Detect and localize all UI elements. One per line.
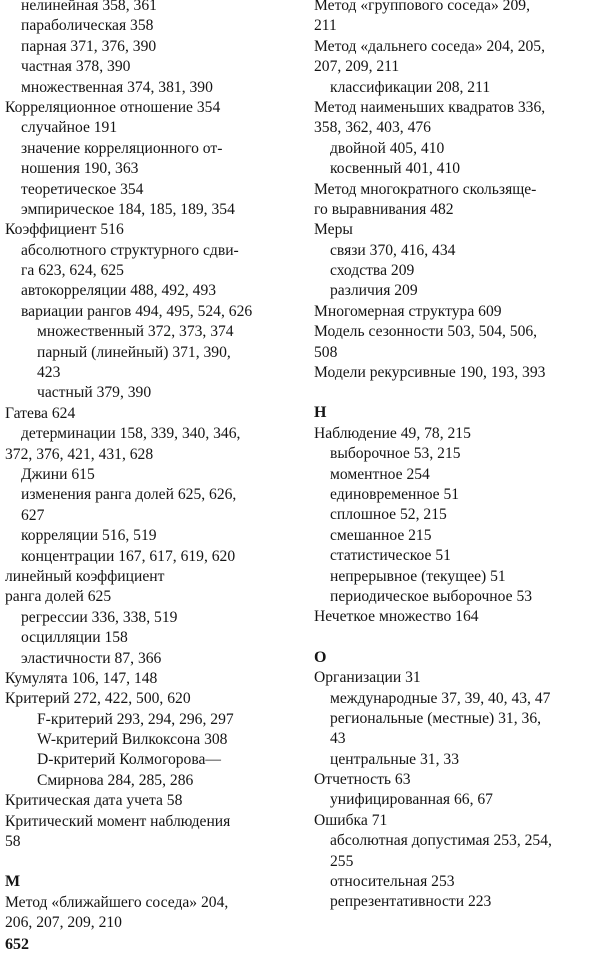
index-subentry: частный 379, 390 bbox=[37, 384, 152, 402]
index-subentry: Смирнова 284, 285, 286 bbox=[37, 771, 194, 789]
index-entry: 207, 209, 211 bbox=[314, 58, 400, 76]
section-letter: М bbox=[5, 873, 21, 891]
index-entry: 372, 376, 421, 431, 628 bbox=[5, 445, 154, 463]
index-subentry: параболическая 358 bbox=[21, 17, 154, 35]
index-subentry: абсолютного структурного сдви- bbox=[21, 241, 239, 259]
index-subentry: классификации 208, 211 bbox=[330, 78, 491, 96]
index-subentry: центральные 31, 33 bbox=[330, 750, 459, 768]
index-entry: Модели рекурсивные 190, 193, 393 bbox=[314, 364, 546, 382]
index-subentry: унифицированная 66, 67 bbox=[330, 791, 493, 809]
section-gap bbox=[314, 628, 600, 648]
index-column-right bbox=[314, 0, 600, 913]
index-entry: Коэффициент 516 bbox=[5, 221, 124, 239]
index-subentry: единовременное 51 bbox=[330, 485, 460, 503]
index-subentry: осцилляции 158 bbox=[21, 629, 128, 647]
index-subentry: регрессии 336, 338, 519 bbox=[21, 608, 178, 626]
index-subentry: сходства 209 bbox=[330, 262, 415, 280]
index-entry: Критерий 272, 422, 500, 620 bbox=[5, 690, 191, 708]
page-number: 652 bbox=[5, 936, 29, 953]
index-entry: 211 bbox=[314, 17, 337, 35]
index-subentry: Джини 615 bbox=[21, 465, 95, 483]
index-entry: Критический момент наблюдения bbox=[5, 812, 231, 830]
index-entry: Критическая дата учета 58 bbox=[5, 792, 183, 810]
index-subentry: косвенный 401, 410 bbox=[330, 160, 461, 178]
index-subentry: относительная 253 bbox=[330, 873, 455, 891]
index-entry: Метод наименьших квадратов 336, bbox=[314, 98, 546, 116]
index-entry: Метод «группового соседа» 209, bbox=[314, 0, 530, 14]
index-entry: 206, 207, 209, 210 bbox=[5, 914, 122, 932]
index-subentry: двойной 405, 410 bbox=[330, 139, 445, 157]
index-subentry: корреляции 516, 519 bbox=[21, 527, 157, 545]
index-entry: Ошибка 71 bbox=[314, 811, 388, 829]
index-subentry: парная 371, 376, 390 bbox=[21, 37, 157, 55]
index-entry: Нечеткое множество 164 bbox=[314, 608, 479, 626]
index-subentry: 423 bbox=[37, 364, 61, 382]
index-entry: Наблюдение 49, 78, 215 bbox=[314, 424, 471, 442]
index-entry: Меры bbox=[314, 221, 353, 239]
index-entry: Корреляционное отношение 354 bbox=[5, 98, 221, 116]
index-subentry: связи 370, 416, 434 bbox=[330, 241, 456, 259]
index-subentry: значение корреляционного от- bbox=[21, 139, 223, 157]
index-subentry: смешанное 215 bbox=[330, 526, 432, 544]
index-entry: 508 bbox=[314, 343, 338, 361]
index-subentry: сплошное 52, 215 bbox=[330, 506, 447, 524]
index-entry: Организации 31 bbox=[314, 669, 421, 687]
index-subentry: концентрации 167, 617, 619, 620 bbox=[21, 547, 236, 565]
index-subentry: абсолютная допустимая 253, 254, bbox=[330, 832, 552, 850]
index-column-left bbox=[5, 0, 295, 934]
section-gap bbox=[314, 383, 600, 403]
index-subentry: моментное 254 bbox=[330, 465, 430, 483]
index-subentry: парный (линейный) 371, 390, bbox=[37, 343, 231, 361]
index-subentry: W-критерий Вилкоксона 308 bbox=[37, 731, 228, 749]
index-entry: го выравнивания 482 bbox=[314, 200, 454, 218]
index-subentry: нелинейная 358, 361 bbox=[21, 0, 157, 14]
index-subentry: изменения ранга долей 625, 626, bbox=[21, 486, 237, 504]
index-entry: Метод многократного скользяще- bbox=[314, 180, 537, 198]
section-letter: О bbox=[314, 648, 327, 666]
section-gap bbox=[5, 852, 295, 872]
index-subentry: га 623, 624, 625 bbox=[21, 262, 124, 280]
index-subentry: международные 37, 39, 40, 43, 47 bbox=[330, 689, 551, 707]
section-letter: Н bbox=[314, 404, 327, 422]
index-subentry: региональные (местные) 31, 36, bbox=[330, 709, 542, 727]
index-subentry: частная 378, 390 bbox=[21, 58, 131, 76]
index-entry: Модель сезонности 503, 504, 506, bbox=[314, 323, 538, 341]
index-subentry: 627 bbox=[21, 506, 45, 524]
index-entry: 58 bbox=[5, 833, 21, 851]
index-entry: линейный коэффициент bbox=[5, 567, 165, 585]
index-subentry: детерминации 158, 339, 340, 346, bbox=[21, 425, 241, 443]
index-subentry: F-критерий 293, 294, 296, 297 bbox=[37, 710, 234, 728]
index-entry: Отчетность 63 bbox=[314, 771, 411, 789]
index-entry: Метод «ближайшего соседа» 204, bbox=[5, 893, 229, 911]
index-subentry: теоретическое 354 bbox=[21, 180, 144, 198]
index-subentry: статистическое 51 bbox=[330, 547, 451, 565]
index-subentry: множественный 372, 373, 374 bbox=[37, 323, 234, 341]
index-subentry: эмпирическое 184, 185, 189, 354 bbox=[21, 200, 235, 218]
index-subentry: вариации рангов 494, 495, 524, 626 bbox=[21, 302, 253, 320]
index-entry: Метод «дальнего соседа» 204, 205, bbox=[314, 37, 545, 55]
index-entry: Кумулята 106, 147, 148 bbox=[5, 669, 158, 687]
index-subentry: множественная 374, 381, 390 bbox=[21, 78, 213, 96]
index-entry: Многомерная структура 609 bbox=[314, 302, 502, 320]
index-subentry: случайное 191 bbox=[21, 119, 118, 137]
index-entry: 358, 362, 403, 476 bbox=[314, 119, 431, 137]
index-subentry: различия 209 bbox=[330, 282, 418, 300]
index-subentry: эластичности 87, 366 bbox=[21, 649, 162, 667]
index-subentry: непрерывное (текущее) 51 bbox=[330, 567, 506, 585]
index-subentry: ношения 190, 363 bbox=[21, 160, 139, 178]
index-subentry: периодическое выборочное 53 bbox=[330, 587, 533, 605]
index-subentry: 255 bbox=[330, 852, 354, 870]
index-subentry: D-критерий Колмогорова— bbox=[37, 751, 222, 769]
index-entry: Гатева 624 bbox=[5, 404, 76, 422]
index-subentry: выборочное 53, 215 bbox=[330, 445, 461, 463]
index-subentry: репрезентативности 223 bbox=[330, 893, 492, 911]
index-subentry: 43 bbox=[330, 730, 346, 748]
index-subentry: автокорреляции 488, 492, 493 bbox=[21, 282, 217, 300]
index-entry: ранга долей 625 bbox=[5, 588, 112, 606]
